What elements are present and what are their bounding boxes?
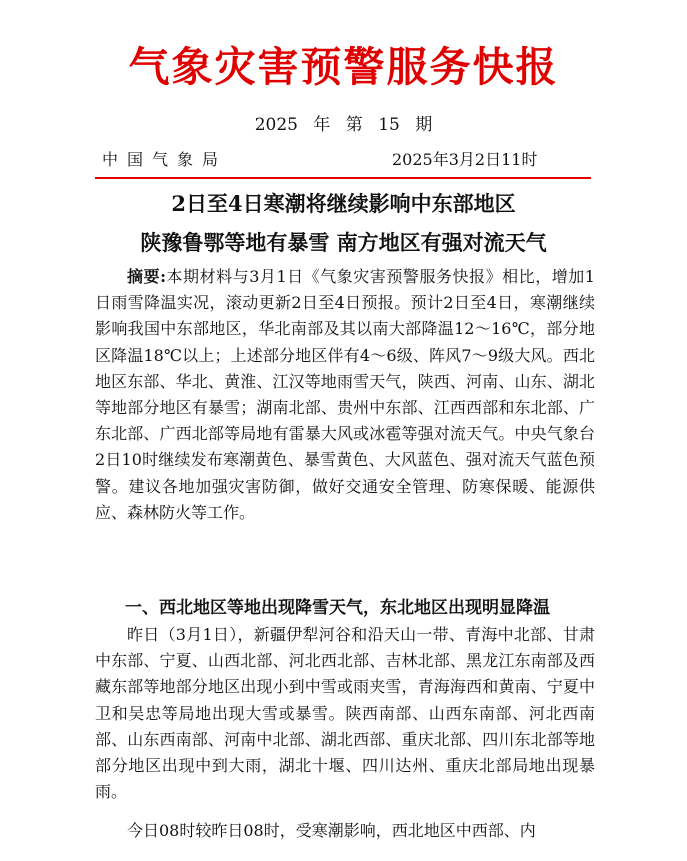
headline-line-1: 2日至4日寒潮将继续影响中东部地区 [171,191,516,216]
abstract-text: 本期材料与3月1日《气象灾害预警服务快报》相比，增加1日雨雪降温实况，滚动更新2日至4日预报。预计2日至4日，寒潮继续影响我国中东部地区，华北南部及其以南大部降温12～16℃，部分地区降温18℃以上；上述部分地区伴有4～6级、阵风7～9级大风。西北地区东部、华北、黄淮、江汉等地雨雪天气，陕西、河南、山东、湖北等地部分地区有暴雪；湖南北部、贵州中东部、江西西部和东北部、广东北部、广西北部等局地有雷暴大风或冰雹等强对流天气。中央气象台2日10时继续发布寒潮黄色、暴雪黄色、大风蓝色、强对流天气蓝色预警。建议各地加强灾害防御，做好交通安全管理、防寒保暖、能源供应、森林防火等工作。 [95,267,595,522]
masthead-title: 气象灾害预警服务快报 [128,43,559,91]
headline-line-2: 陕豫鲁鄂等地有暴雪 南方地区有强对流天气 [140,230,547,255]
abstract-paragraph [95,264,595,526]
abstract-label: 摘要: [127,267,166,286]
red-divider [95,177,591,179]
issuing-organization: 中国气象局 [102,150,228,169]
section-paragraph-1: 昨日（3月1日），新疆伊犁河谷和沿天山一带、青海中北部、甘肃中东部、宁夏、山西北部、河北西北部、吉林北部、黑龙江东南部及西藏东部等地部分地区出现小到中雪或雨夹雪，青海海西和黄南、宁夏中卫和吴忠等局地出现大雪或暴雪。陕西南部、山西东南部、河北西南部、山东西南部、河南中北部、湖北西部、重庆北部、四川东北部等地部分地区出现中到大雨，湖北十堰、四川达州、重庆北部局地出现暴雨。 [95,625,595,802]
section-paragraph-2: 今日08时较昨日08时，受寒潮影响，西北地区中西部、内 [127,821,536,840]
issue-date: 2025年3月2日11时 [392,150,538,169]
section-heading: 一、西北地区等地出现降雪天气，东北地区出现明显降温 [125,598,550,618]
issue-number: 2025 年 第 15 期 [254,115,433,135]
